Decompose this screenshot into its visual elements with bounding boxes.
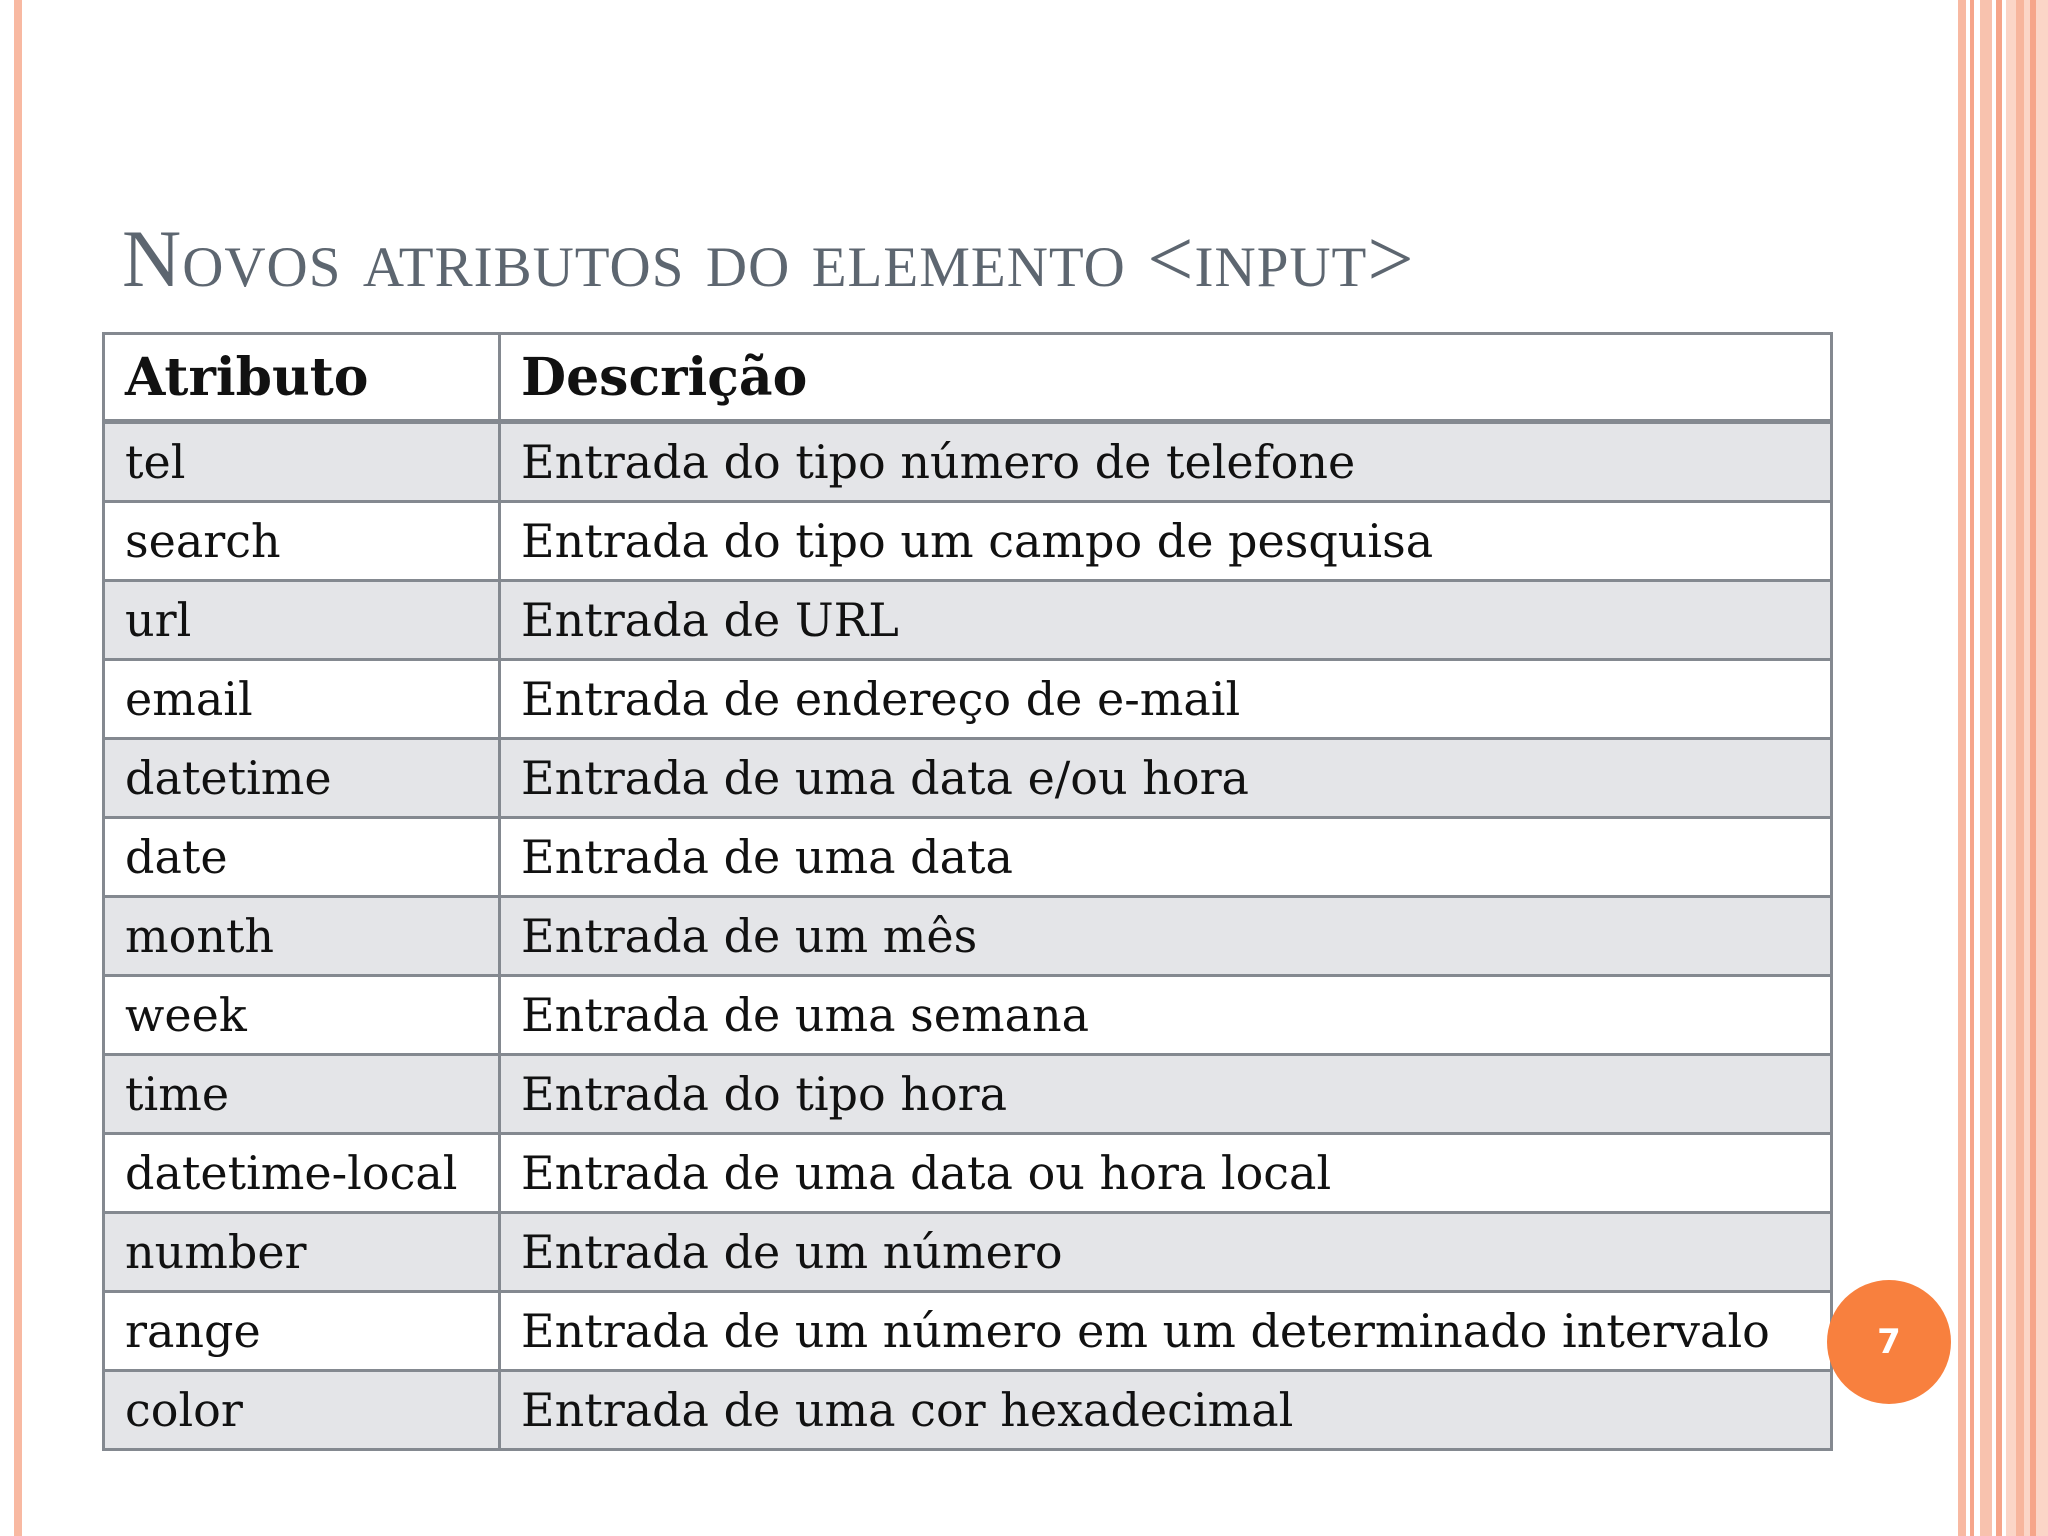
right-decorative-stripe [2016,0,2024,1536]
description-cell: Entrada de uma data [500,818,1832,897]
table-header-row [104,334,1832,422]
attribute-cell: time [104,1055,500,1134]
attribute-cell: search [104,502,500,581]
table-row [104,1371,1832,1450]
attribute-cell: url [104,581,500,660]
description-cell: Entrada de uma data e/ou hora [500,739,1832,818]
description-cell: Entrada de um mês [500,897,1832,976]
left-decorative-stripe [14,0,22,1536]
table-row [104,1213,1832,1292]
attribute-cell: email [104,660,500,739]
description-cell: Entrada de um número em um determinado intervalo [500,1292,1832,1371]
table-row [104,660,1832,739]
attribute-cell: week [104,976,500,1055]
attributes-table [102,332,1833,1451]
table-row [104,1292,1832,1371]
description-cell: Entrada de uma data ou hora local [500,1134,1832,1213]
attribute-cell: datetime-local [104,1134,500,1213]
description-cell: Entrada de um número [500,1213,1832,1292]
description-cell: Entrada do tipo hora [500,1055,1832,1134]
description-cell: Entrada de URL [500,581,1832,660]
table-body [104,422,1832,1450]
right-decorative-stripe [2030,0,2036,1536]
description-cell: Entrada de uma cor hexadecimal [500,1371,1832,1450]
column-header-attribute: Atributo [104,334,500,422]
attribute-cell: color [104,1371,500,1450]
table-row [104,897,1832,976]
table-row [104,1055,1832,1134]
right-decorative-stripe [1980,0,1992,1536]
right-decorative-stripe [2006,0,2048,1536]
table-row [104,422,1832,502]
description-cell: Entrada do tipo número de telefone [500,422,1832,502]
description-cell: Entrada do tipo um campo de pesquisa [500,502,1832,581]
description-cell: Entrada de uma semana [500,976,1832,1055]
page-number-badge: 7 [1827,1280,1951,1404]
table-row [104,581,1832,660]
attribute-cell: tel [104,422,500,502]
table-row [104,976,1832,1055]
slide-title: Novos atributos do elemento <input> [122,213,1415,304]
attribute-cell: number [104,1213,500,1292]
right-decorative-stripe [1958,0,1966,1536]
attributes-table-container [102,332,1830,1451]
table-row [104,739,1832,818]
table-row [104,1134,1832,1213]
column-header-description: Descrição [500,334,1832,422]
attribute-cell: datetime [104,739,500,818]
table-row [104,818,1832,897]
right-decorative-stripe [1970,0,1974,1536]
attribute-cell: date [104,818,500,897]
attribute-cell: month [104,897,500,976]
right-decorative-stripe [1996,0,2002,1536]
attribute-cell: range [104,1292,500,1371]
description-cell: Entrada de endereço de e-mail [500,660,1832,739]
table-row [104,502,1832,581]
